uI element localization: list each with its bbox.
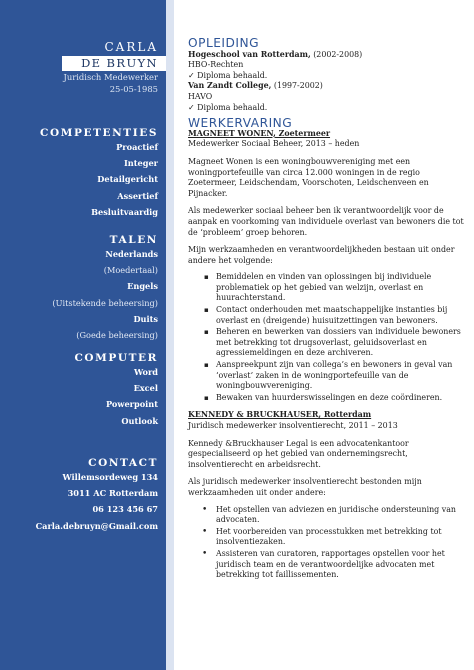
competentie-item: Besluitvaardig [91,206,158,217]
talen-list [52,246,158,343]
contact-address: Willemsordeweg 134 [62,472,158,482]
competentie-item: Integer [123,158,158,169]
main-content [188,38,470,582]
computer-list [106,364,158,429]
study-result: ✓ Diploma behaald. [188,70,268,80]
job-employer: MAGNEET WONEN, Zoetermeer [188,128,331,138]
birthdate: 25-05-1985 [109,84,158,94]
education-school-line [188,81,470,92]
school-name: Van Zandt College, [188,81,272,91]
competentie-item: Proactief [116,142,158,152]
language-name: Nederlands [105,249,158,259]
language-name: Engels [127,281,158,292]
job-paragraph: Als medewerker sociaal beheer ben ik verantwoordelijk voor de aanpak en voorkoming van individuele overlast van bewoners die tot de ‘probleem’ groep behoren. [188,206,464,237]
contact-city: 3011 AC Rotterdam [67,488,158,499]
contact-email: Carla.debruyn@Gmail.com [35,520,158,531]
school-years: (2002-2008) [310,49,363,59]
job-paragraph: Magneet Wonen is een woningbouwvereniging met een woningportefeuille van circa 12.000 woningen in de regio Zoetermeer, Leidschendam, Voorschoten, Leidschenveen en Pijnacker. [188,156,429,198]
job-entry [188,129,470,404]
talen-heading: TALEN [109,234,158,246]
job-role: Juridisch Medewerker [63,72,158,82]
werkervaring-heading: WERKERVARING [188,116,293,131]
study: HBO-Rechten [188,60,244,70]
education-entry [188,50,470,82]
language-level: (Goede beheersing) [76,330,158,341]
contact-list [36,469,158,534]
computer-skill: Word [133,367,158,377]
job-bullet: ▪ Beheren en bewerken van dossiers van individuele bewoners met betrekking tot drugsoverlast, geluidsoverlast en agressiemeldingen en deze archiveren. [188,327,470,359]
sidebar-stripe [166,0,174,670]
competentie-item: Assertief [117,190,158,201]
competentie-item: Detailgericht [97,174,158,185]
computer-heading: COMPUTER [74,352,158,364]
job-bullet: • Assisteren van curatoren, rapportages opstellen voor het juridisch team en de verantwoordelijke advocaten met betrekking tot faillissementen. [188,549,470,581]
job-entry [188,410,470,580]
job-bullet: • Het opstellen van adviezen en juridische ondersteuning van advocaten. [188,505,470,526]
job-bullets [188,272,470,403]
computer-skill: Outlook [121,415,158,426]
competenties-list [91,139,158,220]
job-position: Juridisch medewerker insolventierecht, 2011 – 2013 [188,421,398,430]
language-name: Duits [133,313,158,324]
education-school-line [188,50,470,61]
competenties-heading: COMPETENTIES [40,127,158,139]
language-level: (Uitstekende beheersing) [52,297,158,308]
opleiding-heading: OPLEIDING [188,36,260,50]
job-bullet: ▪ Aanspreekpunt zijn van collega’s en bewoners in geval van ‘overlast’ zaken in de woningportefeuille van de woningbouwvereniging. [188,360,470,392]
job-employer: KENNEDY & BRUCKHAUSER, Rotterdam [188,410,372,420]
sidebar [0,0,166,670]
job-position: Medewerker Sociaal Beheer, 2013 – heden [188,139,360,149]
computer-skill: Excel [133,383,158,394]
contact-phone: 06 123 456 67 [92,504,158,515]
job-paragraph: Mijn werkzaamheden en verantwoordelijkheden bestaan uit onder andere het volgende: [188,245,455,265]
study: HAVO [188,91,213,101]
language-level: (Moedertaal) [103,265,158,276]
job-paragraph: Kennedy &Bruckhauser Legal is een advocatenkantoor gespecialiseerd op het gebied van ondernemingsrecht, insolventierecht en arbeidsrecht. [188,438,409,469]
first-name: CARLA [104,40,158,54]
job-bullet: ▪ Bemiddelen en vinden van oplossingen bij individuele problematiek op het gebied van welzijn, overlast en huurachterstand. [188,272,470,304]
education-entry [188,81,470,113]
job-bullet: ▪ Contact onderhouden met maatschappelijke instanties bij overlast en (dreigende) huisuitzettingen van bewoners. [188,305,470,326]
school-name: Hogeschool van Rotterdam, [188,49,311,59]
study-result: ✓ Diploma behaald. [188,102,268,112]
job-bullet: ▪ Bewaken van huurderswisselingen en deze coördineren. [188,393,470,404]
job-bullets [188,505,470,581]
job-bullet: • Het voorbereiden van processtukken met betrekking tot insolventiezaken. [188,527,470,548]
job-paragraph: Als juridisch medewerker insolventierecht bestonden mijn werkzaamheden uit onder andere: [188,477,422,497]
contact-heading: CONTACT [88,457,158,469]
computer-skill: Powerpoint [106,399,158,410]
last-name: DE BRUYN [62,56,166,71]
school-years: (1997-2002) [271,81,323,91]
